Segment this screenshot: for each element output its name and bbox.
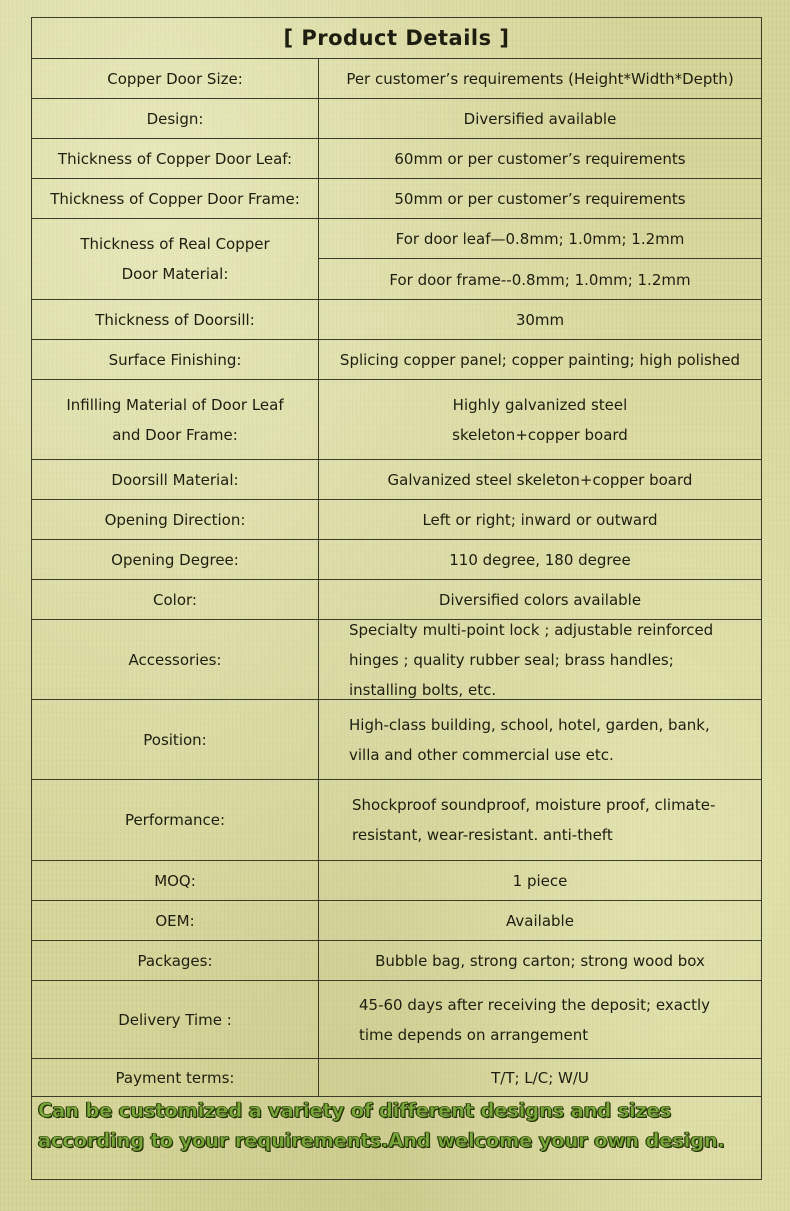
customization-note-line: Can be customized a variety of different designs and sizes <box>38 1099 672 1122</box>
row-value-line: hinges ; quality rubber seal; brass handles; <box>349 650 674 669</box>
row-label-line: Infilling Material of Door Leaf <box>66 395 284 414</box>
row-opening-degree <box>32 540 761 580</box>
row-label: Payment terms: <box>32 1059 319 1096</box>
row-value: 60mm or per customer’s requirements <box>394 149 686 168</box>
row-value: Galvanized steel skeleton+copper board <box>387 470 693 489</box>
row-performance <box>32 780 761 861</box>
row-value-line: time depends on arrangement <box>359 1025 589 1044</box>
row-leaf-thickness <box>32 139 761 179</box>
row-value-line: 45-60 days after receiving the deposit; exactly <box>359 995 711 1014</box>
row-value <box>319 700 761 779</box>
row-doorsill-thickness <box>32 300 761 340</box>
row-frame-thickness <box>32 179 761 219</box>
row-value: 1 piece <box>512 871 568 890</box>
row-value: Per customer’s requirements (Height*Width*Depth) <box>346 69 734 88</box>
row-value-line: Shockproof soundproof, moisture proof, climate- <box>352 796 716 814</box>
row-label-line: Thickness of Real Copper <box>80 235 270 253</box>
row-value <box>319 380 761 459</box>
row-value-line: High-class building, school, hotel, garden, bank, <box>349 715 710 734</box>
row-value-line: installing bolts, etc. <box>349 680 497 699</box>
table-title: [ Product Details ] <box>283 26 510 50</box>
row-label: Opening Direction: <box>32 500 319 539</box>
row-infilling-material <box>32 380 761 460</box>
row-label: Design: <box>32 99 319 138</box>
product-details-table <box>31 17 762 1180</box>
row-label: Performance: <box>32 780 319 860</box>
row-value-line: Highly galvanized steel <box>452 395 628 414</box>
row-moq <box>32 861 761 901</box>
row-value: Splicing copper panel; copper painting; high polished <box>339 350 741 369</box>
row-value: 50mm or per customer’s requirements <box>394 189 686 208</box>
row-label: Opening Degree: <box>32 540 319 579</box>
row-material-thickness <box>32 219 761 300</box>
row-label: Packages: <box>32 941 319 980</box>
row-label: Accessories: <box>32 620 319 699</box>
row-value: T/T; L/C; W/U <box>491 1068 589 1087</box>
row-value-leaf: For door leaf—0.8mm; 1.0mm; 1.2mm <box>319 219 761 259</box>
customization-note <box>38 1096 738 1156</box>
row-label <box>32 219 319 299</box>
row-label: MOQ: <box>32 861 319 900</box>
row-accessories <box>32 620 761 700</box>
row-payment-terms <box>32 1059 761 1097</box>
row-value: Diversified available <box>463 109 617 128</box>
customization-note-line: according to your requirements.And welcome your own design. <box>38 1129 725 1152</box>
row-value: Bubble bag, strong carton; strong wood box <box>375 951 705 970</box>
row-value: Available <box>506 911 574 930</box>
row-label-line: and Door Frame: <box>112 425 238 444</box>
row-label: Copper Door Size: <box>32 59 319 98</box>
row-value-frame: For door frame--0.8mm; 1.0mm; 1.2mm <box>389 270 691 289</box>
row-label: Thickness of Copper Door Leaf: <box>32 139 319 178</box>
row-label: Delivery Time : <box>32 981 319 1058</box>
row-value-line: Specialty multi-point lock ; adjustable reinforced <box>349 620 714 639</box>
row-label-line: Door Material: <box>121 265 229 283</box>
row-label: Position: <box>32 700 319 779</box>
row-value-line: skeleton+copper board <box>452 425 628 444</box>
row-label: Thickness of Doorsill: <box>32 300 319 339</box>
row-label: Surface Finishing: <box>32 340 319 379</box>
row-design <box>32 99 761 139</box>
row-value <box>319 981 761 1058</box>
row-packages <box>32 941 761 981</box>
row-value <box>319 780 761 860</box>
row-label: OEM: <box>32 901 319 940</box>
row-value: 30mm <box>515 310 565 329</box>
row-surface-finishing <box>32 340 761 380</box>
row-doorsill-material <box>32 460 761 500</box>
row-value-line: villa and other commercial use etc. <box>349 745 614 764</box>
row-label: Doorsill Material: <box>32 460 319 499</box>
row-value <box>319 620 761 699</box>
row-copper-door-size <box>32 59 761 99</box>
row-value: Diversified colors available <box>438 590 642 609</box>
row-position <box>32 700 761 780</box>
row-label: Color: <box>32 580 319 619</box>
row-value-line: resistant, wear-resistant. anti-theft <box>352 826 613 844</box>
row-label <box>32 380 319 459</box>
row-value: 110 degree, 180 degree <box>449 550 631 569</box>
row-value: Left or right; inward or outward <box>422 510 658 529</box>
row-label: Thickness of Copper Door Frame: <box>32 179 319 218</box>
table-title-row <box>32 18 761 59</box>
row-oem <box>32 901 761 941</box>
row-opening-direction <box>32 500 761 540</box>
row-delivery-time <box>32 981 761 1059</box>
